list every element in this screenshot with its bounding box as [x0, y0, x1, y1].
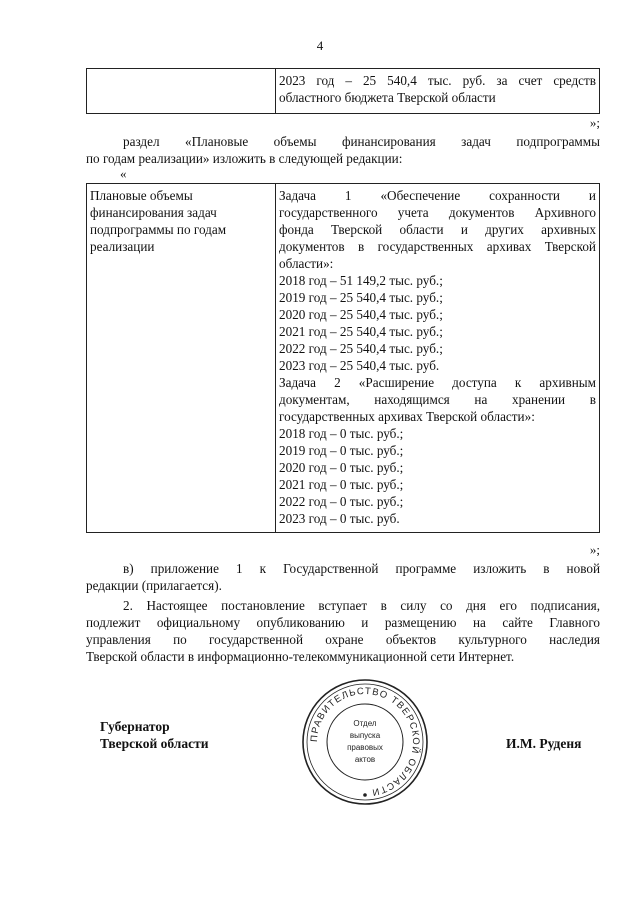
page-number: 4	[316, 38, 324, 53]
svg-text:ПРАВИТЕЛЬСТВО ТВЕРСКОЙ ОБЛАСТИ	[309, 686, 422, 798]
stamp-ring-text: ПРАВИТЕЛЬСТВО ТВЕРСКОЙ ОБЛАСТИ	[308, 685, 422, 798]
list-item: 2020 год – 0 тыс. руб.;	[279, 460, 404, 475]
paragraph-v: в) приложение 1 к Государственной программе изложить в новой редакции (прилагается).	[86, 561, 600, 593]
table1-left-cell	[87, 69, 276, 114]
list-item: 2021 год – 25 540,4 тыс. руб.;	[279, 324, 443, 339]
financing-table-top	[86, 68, 600, 114]
task1-title: Задача 1 «Обеспечение сохранности и государственного учета документов Архивного фонда Тверской области и других архивных документов в государственных архивах Тверской области»:	[279, 188, 596, 271]
close-quote-2: »;	[589, 542, 600, 557]
official-stamp	[300, 677, 430, 807]
close-quote: »;	[589, 115, 600, 130]
paragraph-section: раздел «Плановые объемы финансирования задач подпрограммы по годам реализации» изложить в следующей редакции:	[86, 134, 600, 166]
signature-name: И.М. Руденя	[506, 736, 582, 751]
list-item: 2018 год – 0 тыс. руб.;	[279, 426, 404, 441]
list-item: 2022 год – 0 тыс. руб.;	[279, 494, 404, 509]
task2-years	[279, 425, 596, 527]
list-item: 2019 год – 0 тыс. руб.;	[279, 443, 404, 458]
task2-title: Задача 2 «Расширение доступа к архивным документам, находящимся на хранении в государственных архивах Тверской области»:	[279, 375, 596, 424]
task1-years	[279, 272, 596, 374]
financing-table	[86, 183, 600, 533]
svg-text:выпуска: выпуска	[349, 731, 381, 740]
table1-right-cell: 2023 год – 25 540,4 тыс. руб. за счет средств областного бюджета Тверской области	[276, 69, 600, 114]
svg-text:Отдел: Отдел	[353, 719, 377, 728]
table2-left-cell: Плановые объемы финансирования задач подпрограммы по годам реализации	[87, 184, 276, 533]
svg-text:актов: актов	[354, 755, 376, 764]
table2-right-cell	[276, 184, 600, 533]
list-item: 2018 год – 51 149,2 тыс. руб.;	[279, 273, 443, 288]
list-item: 2020 год – 25 540,4 тыс. руб.;	[279, 307, 443, 322]
svg-text:правовых: правовых	[347, 743, 383, 752]
paragraph-2: 2. Настоящее постановление вступает в силу со дня его подписания, подлежит официальному опубликованию и размещению на сайте Главного управления по государственной охране объектов культурного наследия Тверской области в информационно-телекоммуникационной сети Интернет.	[86, 598, 600, 664]
list-item: 2023 год – 0 тыс. руб.	[279, 511, 400, 526]
open-quote: «	[120, 166, 127, 181]
list-item: 2022 год – 25 540,4 тыс. руб.;	[279, 341, 443, 356]
list-item: 2021 год – 0 тыс. руб.;	[279, 477, 404, 492]
list-item: 2023 год – 25 540,4 тыс. руб.	[279, 358, 440, 373]
signature-position: Губернатор Тверской области	[100, 719, 209, 751]
list-item: 2019 год – 25 540,4 тыс. руб.;	[279, 290, 443, 305]
